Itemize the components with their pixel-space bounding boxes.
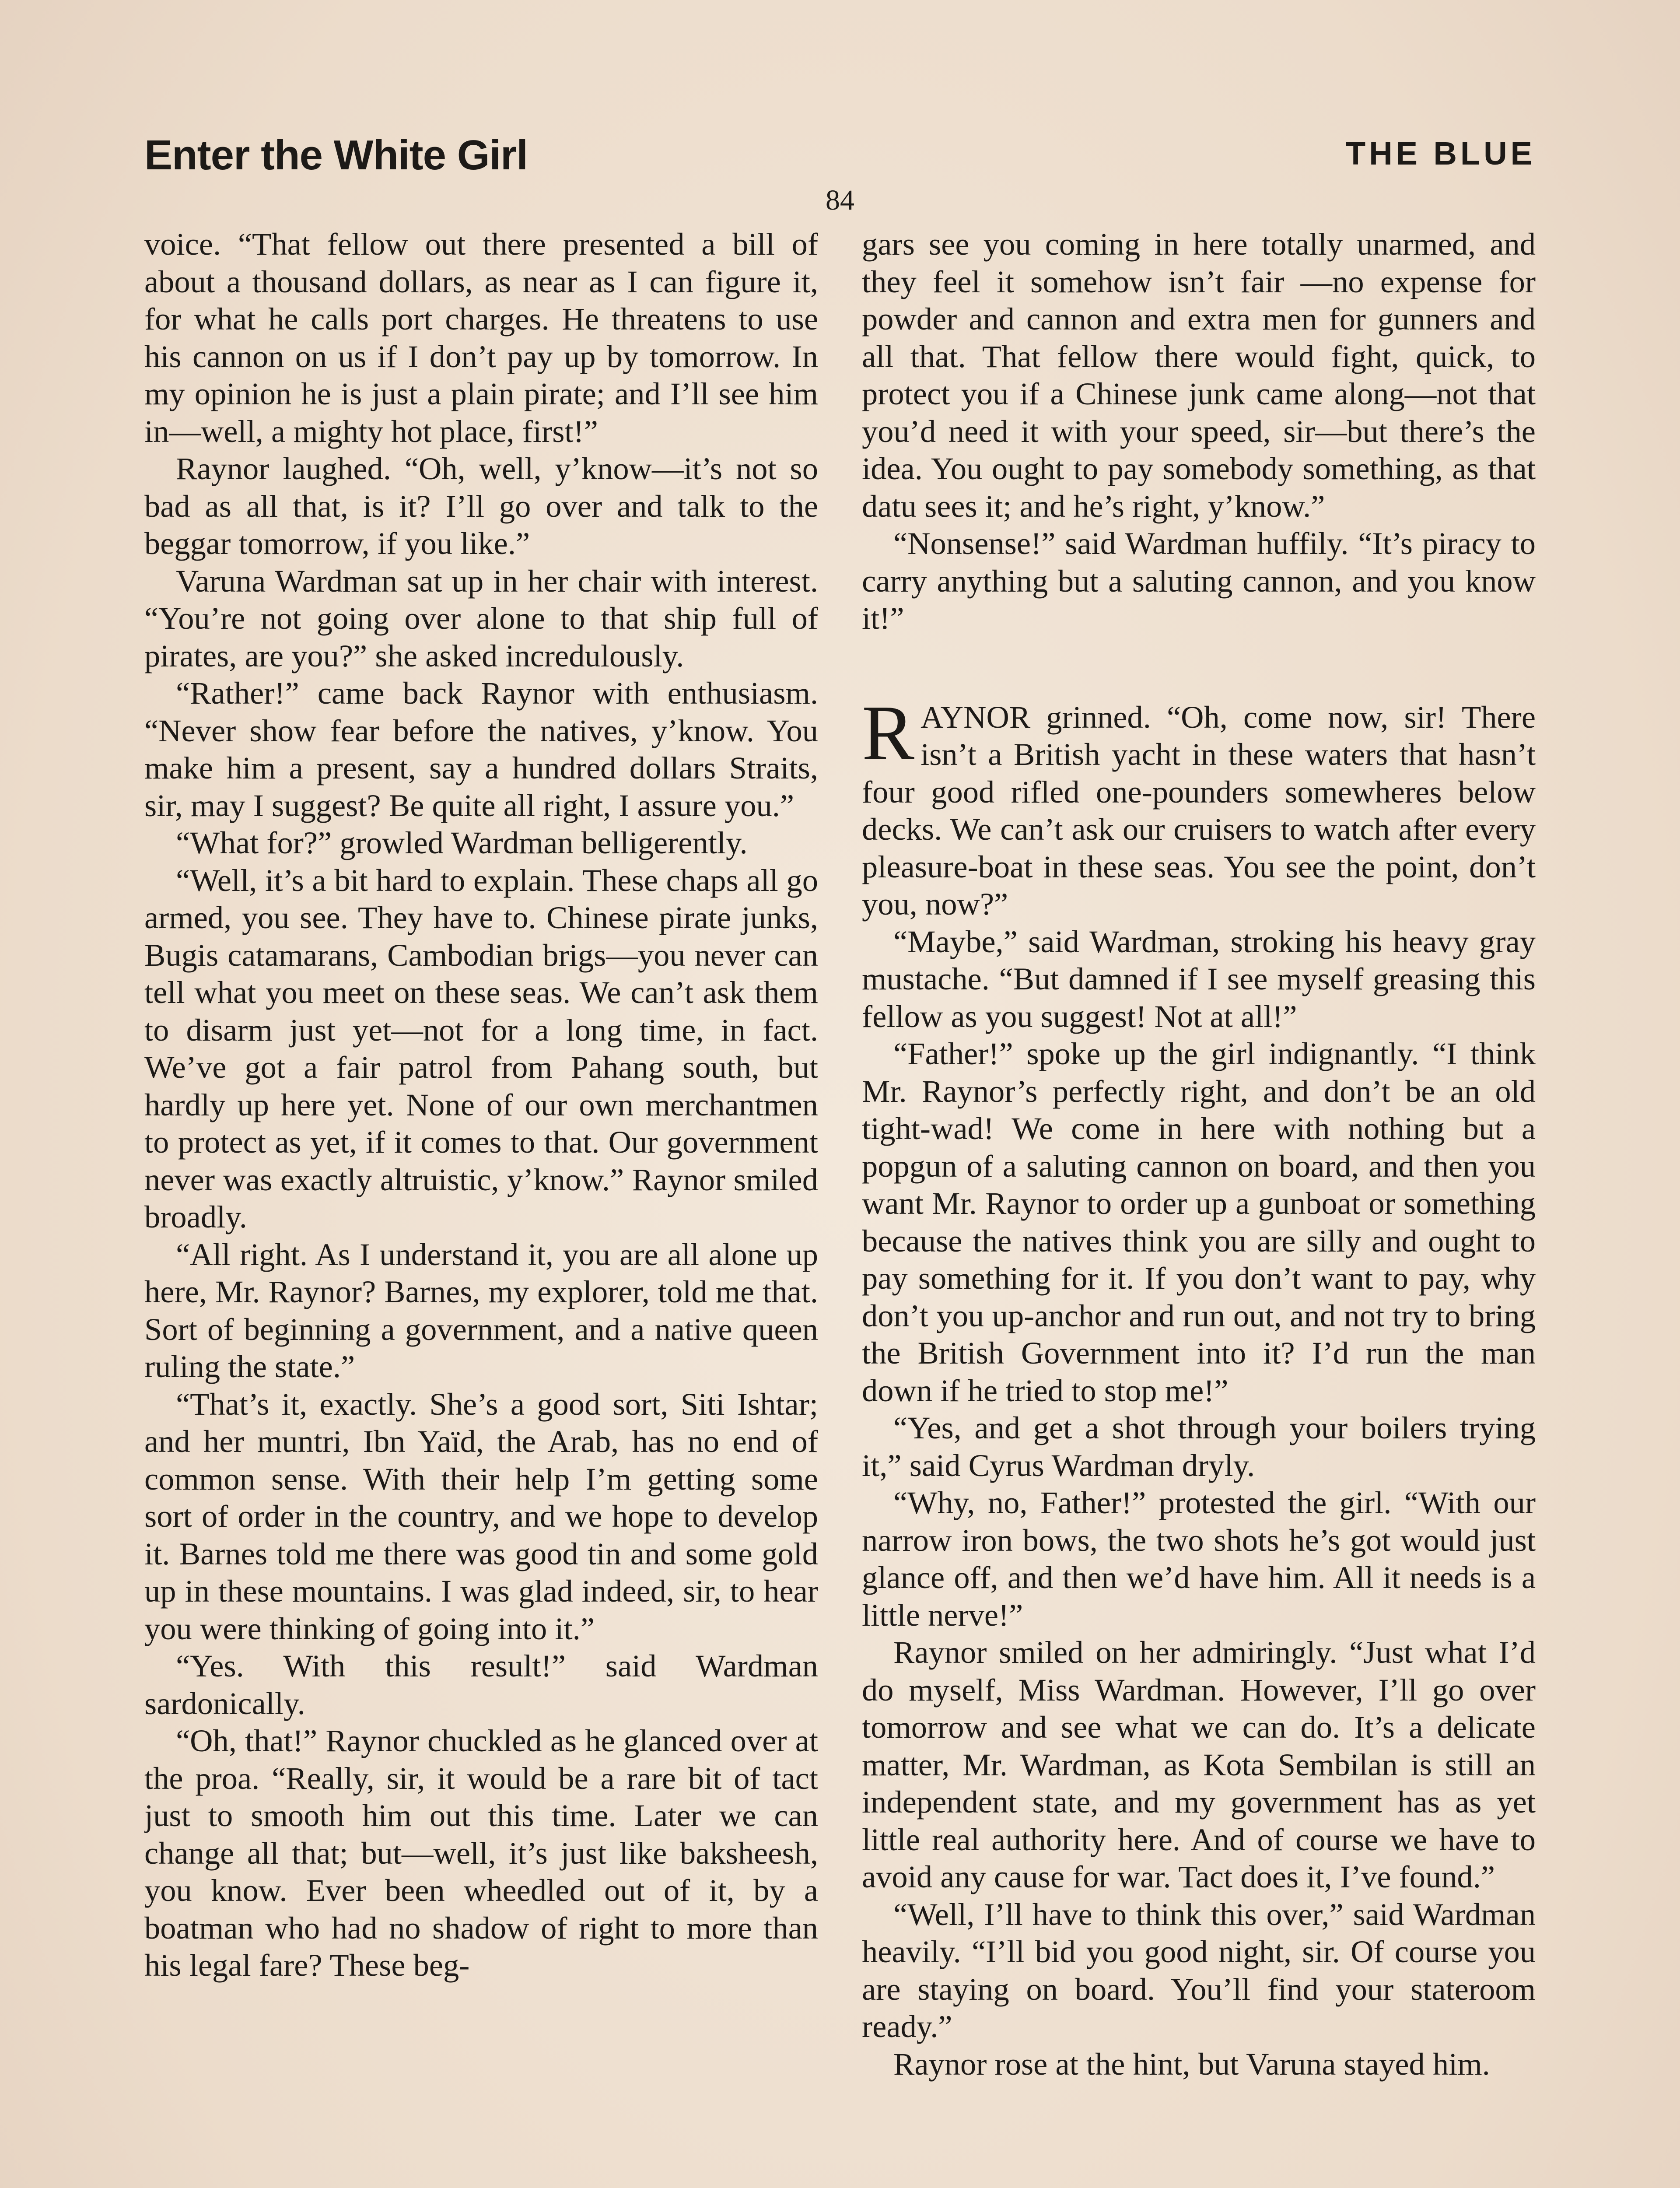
paragraph: Varuna Wardman sat up in her chair with interest. “You’re not going over alone to that ship full of pirates, are you?” she asked incredulously.: [144, 563, 818, 673]
paragraph: voice. “That fellow out there presented a bill of about a thousand dollars, as near as I can figure it, for what he calls port charges. He threatens to use his cannon on us if I don’t pay up by tomorrow. In my opinion he is just a plain pirate; and I’ll see him in—well, a mighty hot place, first!”: [144, 226, 818, 449]
paragraph: gars see you coming in here totally unarmed, and they feel it somehow isn’t fair —no expense for powder and cannon and extra men for gunners and all that. That fellow there would fight, quick, to protect you if a Chinese junk came along—not that you’d need it with your speed, sir—but there’s the idea. You ought to pay somebody something, as that datu sees it; and he’s right, y’know.”: [862, 226, 1536, 524]
right-column: [862, 225, 1536, 2188]
drop-cap: R: [862, 689, 915, 776]
paragraph: “Well, it’s a bit hard to explain. These chaps all go armed, you see. They have to. Chinese pirate junks, Bugis catamarans, Cambodian brigs—you never can tell what you meet on these seas. We can’t ask them to disarm just yet—not for a long time, in fact. We’ve got a fair patrol from Pahang south, but hardly up here yet. None of our own merchantmen to protect as yet, if it comes to that. Our government never was exactly altruistic, y’know.” Raynor smiled broadly.: [144, 862, 818, 1234]
paragraph: “Yes. With this result!” said Wardman sardonically.: [144, 1648, 818, 1721]
paragraph: “Rather!” came back Raynor with enthusiasm. “Never show fear before the natives, y’know. You make him a present, say a hundred dollars Straits, sir, may I suggest? Be quite all right, I assure you.”: [144, 675, 818, 823]
paragraph: “Yes, and get a shot through your boilers trying it,” said Cyrus Wardman dryly.: [862, 1410, 1536, 1483]
paragraph: “Well, I’ll have to think this over,” said Wardman heavily. “I’ll bid you good night, sir. Of course you are staying on board. You’ll find your stateroom ready.”: [862, 1896, 1536, 2044]
right-column-top: [862, 225, 1536, 637]
left-column: [144, 225, 818, 2188]
page-number: 84: [826, 184, 854, 216]
section-opening: [862, 689, 1536, 923]
paragraph: “All right. As I understand it, you are all alone up here, Mr. Raynor? Barnes, my explorer, told me that. Sort of beginning a government, and a native queen ruling the state.”: [144, 1236, 818, 1384]
paragraph: “Maybe,” said Wardman, stroking his heavy gray mustache. “But damned if I see myself greasing this fellow as you suggest! Not at all!”: [862, 923, 1536, 1034]
paragraph: “That’s it, exactly. She’s a good sort, Siti Ishtar; and her muntri, Ibn Yaïd, the Arab, has no end of common sense. With their help I’m getting some sort of order in the country, and we hope to develop it. Barnes told me there was good tin and some gold up in these mountains. I was glad indeed, sir, to hear you were thinking of going into it.”: [144, 1386, 818, 1646]
paragraph: “Nonsense!” said Wardman huffily. “It’s piracy to carry anything but a saluting cannon, and you know it!”: [862, 526, 1536, 636]
paragraph: “Father!” spoke up the girl indignantly. “I think Mr. Raynor’s perfectly right, and don’t be an old tight-wad! We come in here with nothing but a popgun of a saluting cannon on board, and then you want Mr. Raynor to order up a gunboat or something because the natives think you are silly and ought to pay something for it. If you don’t want to pay, why don’t you up-anchor and run out, and not try to bring the British Government into it? I’d run the man down if he tried to stop me!”: [862, 1036, 1536, 1408]
magazine-title: THE BLUE: [1346, 135, 1536, 172]
paragraph: Raynor laughed. “Oh, well, y’know—it’s not so bad as all that, is it? I’ll go over and talk to the beggar tomorrow, if you like.”: [144, 451, 818, 561]
paragraph: “Oh, that!” Raynor chuckled as he glanced over at the proa. “Really, sir, it would be a rare bit of tact just to smooth him out this time. Later we can change all that; but—well, it’s just like baksheesh, you know. Ever been wheedled out of it, by a boatman who had no shadow of right to more than his legal fare? These beg-: [144, 1723, 818, 1983]
page-header: [144, 131, 1536, 188]
paragraph: Raynor rose at the hint, but Varuna stayed him.: [893, 2046, 1490, 2082]
paragraph: “Why, no, Father!” protested the girl. “With our narrow iron bows, the two shots he’s got would just glance off, and then we’d have him. All it needs is a little nerve!”: [862, 1485, 1536, 1633]
running-title: Enter the White Girl: [144, 132, 528, 179]
right-column-bottom: [862, 923, 1536, 2083]
paragraph: Raynor smiled on her admiringly. “Just what I’d do myself, Miss Wardman. However, I’ll go over tomorrow and see what we can do. It’s a delicate matter, Mr. Wardman, as Kota Sembilan is still an independent state, and my government has as yet little real authority here. And of course we have to avoid any cause for war. Tact does it, I’ve found.”: [862, 1634, 1536, 1894]
paragraph: “What for?” growled Wardman belligerently.: [176, 825, 748, 860]
section-opening-text: AYNOR grinned. “Oh, come now, sir! There isn’t a British yacht in these waters that hasn’t four good rifled one-pounders somewheres below decks. We can’t ask our cruisers to watch after every pleasure-boat in these seas. You see the point, don’t you, now?”: [862, 699, 1536, 922]
text-columns: [144, 225, 1536, 2188]
